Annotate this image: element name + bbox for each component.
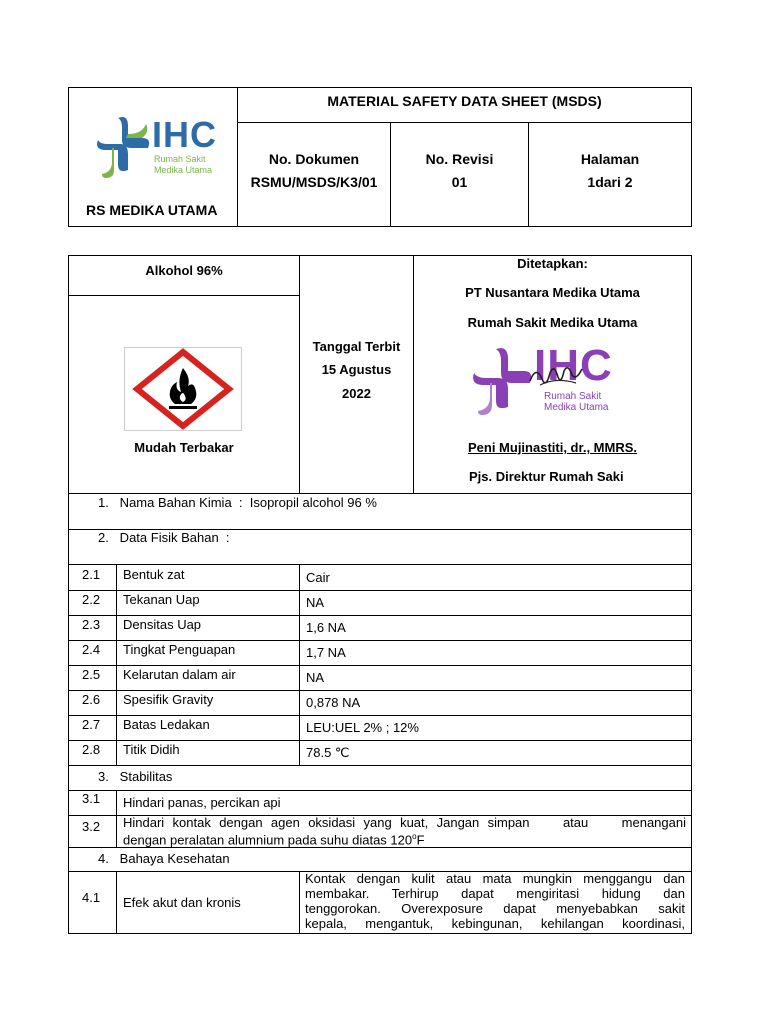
tanggal-terbit-label: Tanggal Terbit <box>312 339 401 354</box>
hazard-label: Mudah Terbakar <box>134 440 234 455</box>
row-label: Batas Ledakan <box>123 717 210 732</box>
stamp-logo-text: IHC <box>534 341 613 390</box>
stability-no: 3.2 <box>82 819 101 834</box>
row-value: 78.5 ℃ <box>306 745 350 760</box>
row-label: Tingkat Penguapan <box>123 642 236 657</box>
signer-name: Peni Mujinastiti, dr., MMRS. <box>467 440 637 455</box>
document-title: MATERIAL SAFETY DATA SHEET (MSDS) <box>327 93 602 109</box>
row-value: 1,6 NA <box>306 620 346 635</box>
row-no: 2.4 <box>82 642 101 657</box>
row-no: 2.7 <box>82 717 101 732</box>
stability-text-line-1: Hindari kontak dengan agen oksidasi yang kuat, Jangan simpan atau menangani <box>123 815 686 830</box>
row-no: 2.1 <box>82 567 101 582</box>
row-label: Densitas Uap <box>123 617 202 632</box>
stability-text-line-2 <box>123 830 686 847</box>
halaman-label: Halaman <box>580 151 640 167</box>
row-label: Tekanan Uap <box>123 592 200 607</box>
no-revisi-value: 01 <box>451 174 468 190</box>
health-label: Efek akut dan kronis <box>123 895 241 910</box>
product-name: Alkohol 96% <box>145 263 223 278</box>
stamp-sub-1: Rumah Sakit <box>544 391 602 402</box>
no-dokumen-label: No. Dokumen <box>268 151 360 167</box>
logo-text: IHC <box>152 114 217 155</box>
section-4-heading: 4. Bahaya Kesehatan <box>98 851 230 866</box>
flammable-pictogram <box>124 347 242 431</box>
row-no: 2.5 <box>82 667 101 682</box>
signer-title: Pjs. Direktur Rumah Saki <box>469 469 624 484</box>
degree-sup: o <box>412 832 417 841</box>
stability-text-line-2-main: dengan peralatan alumnium pada suhu diatas 120 <box>123 832 413 848</box>
stability-text: Hindari panas, percikan api <box>123 795 281 810</box>
row-value: LEU:UEL 2% ; 12% <box>306 720 419 735</box>
health-desc-line: kepala, mengantuk, kebingunan, kehilangan koordinasi, <box>305 916 685 931</box>
stability-text-line-2-unit: F <box>416 832 425 848</box>
flame-icon <box>125 348 241 430</box>
row-value: NA <box>306 670 325 685</box>
row-no: 2.3 <box>82 617 101 632</box>
tanggal-terbit-year: 2022 <box>342 386 371 401</box>
health-desc-line: membakar. Terhirup dapat mengiritasi hidung dan <box>305 886 685 901</box>
signature <box>526 355 586 395</box>
row-value: NA <box>306 595 325 610</box>
health-description <box>305 871 685 931</box>
row-label: Titik Didih <box>123 742 180 757</box>
hospital-name: RS MEDIKA UTAMA <box>86 202 218 218</box>
row-label: Bentuk zat <box>123 567 185 582</box>
no-revisi-label: No. Revisi <box>425 151 494 167</box>
row-no: 2.6 <box>82 692 101 707</box>
ditetapkan-label: Ditetapkan: <box>517 256 588 271</box>
health-desc-line: tenggorokan. Overexposure dapat menyebabkan sakit <box>305 901 685 916</box>
stability-no: 3.1 <box>82 791 101 806</box>
row-label: Spesifik Gravity <box>123 692 214 707</box>
tanggal-terbit-date: 15 Agustus <box>321 362 392 377</box>
row-value: 1,7 NA <box>306 645 346 660</box>
stamp-logo <box>468 343 648 419</box>
halaman-value: 1dari 2 <box>587 174 633 190</box>
logo-sub-2: Medika Utama <box>154 165 213 175</box>
stamp-sub-2: Medika Utama <box>544 402 609 413</box>
health-no: 4.1 <box>82 890 101 905</box>
section-3-heading: 3. Stabilitas <box>98 769 173 784</box>
row-value: 0,878 NA <box>306 695 361 710</box>
company-name: PT Nusantara Medika Utama <box>465 285 640 300</box>
ihc-logo <box>92 112 222 184</box>
section-1-chemical-name: 1. Nama Bahan Kimia : Isopropil alcohol 96 % <box>98 495 377 510</box>
row-no: 2.8 <box>82 742 101 757</box>
row-value: Cair <box>306 570 330 585</box>
cross-logo-icon <box>92 112 154 182</box>
row-no: 2.2 <box>82 592 101 607</box>
row-label: Kelarutan dalam air <box>123 667 236 682</box>
rs-name: Rumah Sakit Medika Utama <box>467 315 638 330</box>
stability-text <box>123 816 686 847</box>
health-desc-line: Kontak dengan kulit atau mata mungkin menggangu dan <box>305 871 685 886</box>
no-dokumen-value: RSMU/MSDS/K3/01 <box>250 174 378 190</box>
logo-sub-1: Rumah Sakit <box>154 154 206 164</box>
section-2-heading: 2. Data Fisik Bahan : <box>98 530 230 545</box>
